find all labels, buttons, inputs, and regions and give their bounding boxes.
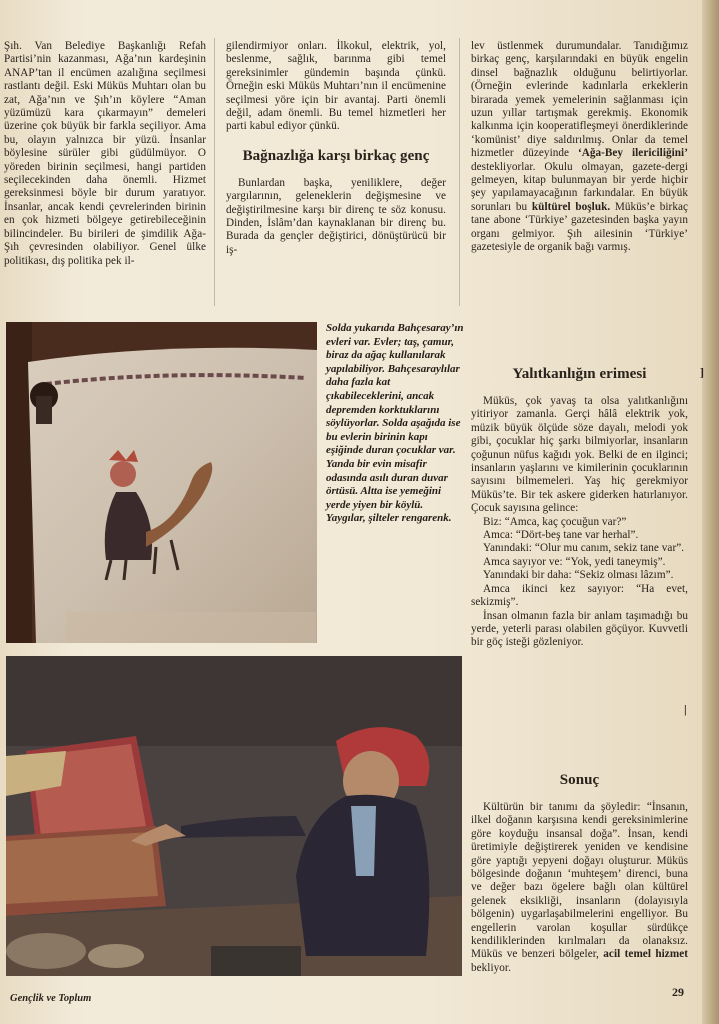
dialogue-line: Amca: “Dört-beş tane var herhal”. (483, 529, 639, 542)
wall-hanging-illustration (6, 322, 317, 643)
emphasis: acil temel hizmet (603, 948, 688, 961)
column-divider (459, 38, 460, 306)
article-column-3 (471, 40, 688, 255)
paragraph: Kültürün bir tanımı da şöyledir: “İnsanın, ilkel doğanın karşısına kendi gereksinimlerine göre koyduğu insansal doğa”. İnsan, kendi üretimiyle değiştirerek yeniden ve kendisine göre yaptığı yepyeni doğayı oluşturur. Müküs bölgesinde doğanın ‘muhteşem’ direnci, buna ve değer bazı ögelere bağlı olan kültürel gelenek eksikliği, insanların (dolayısıyla bölgenin) uygarlaşabilmelerini engelliyor. Bu engellerin varolan koşullar sürdükçe kendiliklerinden kırılmaları da olanaksız. Müküs ve benzeri bölgeler, acil temel hizmet bekliyor. (471, 801, 688, 974)
section-yalitkanlik (471, 366, 688, 650)
dialogue-line: Amca ikinci kez sayıyor: “Ha evet, sekizmiş”. (471, 582, 688, 609)
photo-caption: Solda yukarıda Bahçesaray’ın evleri var. Evler; taş, çamur, biraz da ağaç kullanılarak yapılabiliyor. Bahçesaraylılar daha fazla kat çıkabileceklerini, ancak depremden korktuklarını söylüyorlar. Solda aşağıda ise bu evlerin birinin kapı eşiğinde duran çocuklar var. Yanda bir evin misafir odasında asılı duran duvar örtüsü. Altta ise yemeğini yerde yiyen bir köylü. Yaygılar, şilteler rengarenk. (326, 322, 464, 525)
margin-mark: ] (700, 365, 704, 379)
dialogue-line: Yanındaki: “Olur mu canım, sekiz tane var”. (483, 542, 685, 555)
paragraph: İnsan olmanın fazla bir anlam taşımadığı bu yerde, yeterli parası olabilen göçüyor. Kuvvetli bir göç isteği gözleniyor. (471, 609, 688, 649)
emphasis: ‘Ağa-Bey ilericiliğini’ (577, 147, 688, 160)
page-spine (702, 0, 719, 1024)
villager-illustration (6, 656, 462, 976)
paragraph: lev üstlenmek durumundalar. Tanıdığımız birkaç genç, karşılarındaki en büyük engelin dinsel bağnazlık olduğunu belirtiyorlar. (Örneğin evlerinde kadınlarla erkeklerin birarada yemek yemelerinin sağlanması için uzun yıllar tartışmak gerekmiş. Ekonomik kalkınma için kooperatifleşmeyi önerdiklerinde ‘komünist’ diye saldırılmış. Onlar da temel hizmetler düzeyinde ‘Ağa-Bey ilericiliğini’ destekliyorlar. Okulu olmayan, gazete-dergi gelmeyen, kitap bulunmayan bir yerde hiçbir şey yapılamayacağının farkındalar. En büyük sorunları bu kültürel boşluk. Müküs’e birkaç tane abone ‘Türkiye’ gazetesinden başka yayın organı gelmiyor. Şıh ailesinin ‘Türkiye’ gazetesiyle de organik bağı varmış. (471, 40, 688, 254)
section-heading: Bağnazlığa karşı birkaç genç (242, 147, 430, 164)
article-column-2 (226, 40, 446, 257)
dialogue-line: Amca sayıyor ve: “Yok, yedi taneymiş”. (483, 555, 666, 568)
emphasis: kültürel boşluk. (531, 200, 611, 213)
page-number: 29 (672, 985, 684, 999)
section-sonuc (471, 772, 688, 975)
section-heading: Sonuç (559, 772, 600, 788)
dialogue-line: Yanındaki bir daha: “Sekiz olması lâzım”. (483, 569, 674, 582)
photo-wall-hanging (6, 322, 317, 643)
paragraph: Bunlardan başka, yeniliklere, değer yargılarının, geleneklerin değişmesine ve değiştirilmesine karşı bir direnç te söz konusu. Dinden, İslâm’dan kaynaklanan bir direnç bu. Burada da gençler değiştirici, dönüştürücü bir iş- (226, 176, 446, 256)
paragraph: gilendirmiyor onları. İlkokul, elektrik, yol, beslenme, sağlık, barınma gibi temel gereksinimler gündemin başında çünkü. Örneğin eski Müküs Muhtarı’nın il encümenine seçilmesi yöre için bir avantaj. Parti önemli değil, adam önemli. Bu temel hizmetleri her parti kabul ediyor çünkü. (226, 40, 446, 133)
magazine-name: Gençlik ve Toplum (10, 993, 92, 1004)
paragraph: Müküs, çok yavaş ta olsa yalıtkanlığını yitiriyor zamanla. Gerçi hâlâ elektrik yok, müzik büyük ölçüde söze dayalı, melodi yok gibi, çocuklar hiç şarkı bilmiyorlar, insanların çoğunun nüfus kağıdı yok. Belki de en ilginci; insanların yaşlarını ve kimilerinin çocuklarının sayısını bilmemeleri. Yaş hiç gerekmiyor Müküs’te. Bir tek askere giderken hatırlanıyor. Çocuk sayısına gelince: (471, 395, 688, 515)
margin-mark: | (684, 702, 687, 716)
paragraph: Şıh. Van Belediye Başkanlığı Refah Partisi’nin kazanması, Ağa’nın kardeşinin ANAP’tan il encümen azalığına seçilmesi rastlantı değil. Eski Müküs Muhtarı olan bu zat, Ağa’nın ve Şıh’ın köylere “Aman yüzümüzü kara çıkarmayın” demeleri üzerine çok büyük bir farkla seçiliyor. Ama bu, olayın yalnızca bir yüzü. İnsanlar böylesine sürüler gibi güdülmüyor. O yöreden birinin seçilmesi, hangi partiden seçilecekinden daha önemli. Hizmet gereksinmesi böyle bir durum yaratıyor. İnsanlar, ancak kendi çevrelerinden birinin en çok hizmeti bölgeye getirebileceğinin bilincindeler. Bu birileri de şimdilik Ağa-Şıh çevresinden olabiliyor. Genel ülke politikası, dış politika pek il- (4, 40, 206, 267)
article-column-1 (4, 40, 206, 268)
dialogue-line: Biz: “Amca, kaç çocuğun var?” (483, 515, 627, 528)
photo-villager-eating (6, 656, 462, 976)
section-heading: Yalıtkanlığın erimesi (512, 366, 647, 382)
column-divider (214, 38, 215, 306)
